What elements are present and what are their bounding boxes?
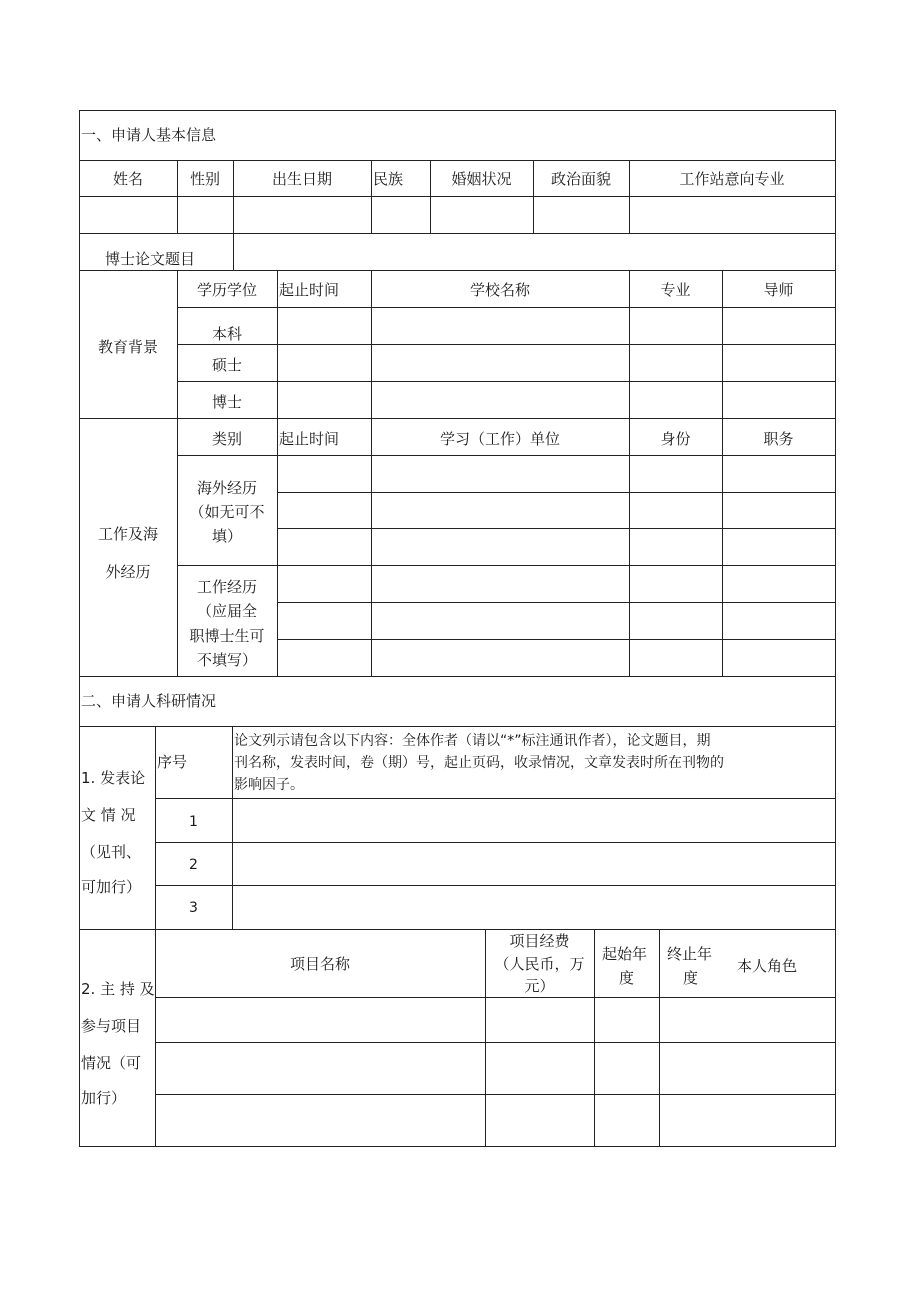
rule	[177, 565, 836, 566]
section-1-title: 一、申请人基本信息	[81, 126, 217, 144]
project-fund-header-line1: 项目经费	[509, 932, 570, 950]
paper-row-3-seq: 3	[189, 900, 198, 916]
papers-label-line1: 1. 发表论	[81, 769, 146, 787]
work-header-identity: 身份	[660, 430, 691, 448]
rule	[155, 885, 836, 886]
rule	[155, 798, 836, 799]
project-fund-header-line3: 元）	[524, 977, 555, 995]
work-label-line1: 工作及海	[97, 525, 158, 543]
header-marital-status: 婚姻状况	[451, 170, 512, 188]
rule	[277, 270, 278, 676]
project-role-header: 本人角色	[737, 957, 798, 975]
rule	[371, 160, 372, 233]
rule	[232, 726, 233, 929]
rule	[177, 344, 836, 345]
rule	[594, 929, 595, 1147]
rule	[79, 1146, 836, 1147]
overseas-line2: （如无可不	[189, 503, 265, 521]
rule	[79, 676, 836, 677]
project-end-header-line1: 终止年	[667, 945, 713, 963]
project-fund-header-line2: （人民币，万	[494, 955, 585, 973]
header-political-status: 政治面貌	[550, 170, 611, 188]
thesis-title-label: 博士论文题目	[105, 250, 196, 268]
overseas-line3: 填）	[211, 527, 242, 545]
header-name: 姓名	[112, 170, 143, 188]
papers-label-line2: 文 情 况	[81, 806, 136, 824]
work-header-period: 起止时间	[279, 430, 340, 448]
header-gender: 性别	[189, 170, 220, 188]
projects-label-line3: 情况（可	[81, 1054, 142, 1072]
rule	[79, 110, 80, 1147]
rule	[79, 110, 836, 111]
work-header-category: 类别	[211, 430, 242, 448]
project-end-header-line2: 度	[683, 969, 699, 987]
rule	[277, 492, 836, 493]
projects-label-line1: 2. 主 持 及	[81, 980, 155, 998]
edu-row-doctor: 博士	[211, 393, 242, 411]
rule	[155, 726, 156, 1147]
rule	[79, 160, 836, 161]
rule	[155, 997, 836, 998]
rule	[629, 270, 630, 676]
rule	[277, 528, 836, 529]
overseas-line1: 海外经历	[196, 479, 257, 497]
rule	[177, 381, 836, 382]
rule	[79, 233, 836, 234]
rule	[155, 1042, 836, 1043]
papers-instruction-line1: 论文列示请包含以下内容：全体作者（请以“*”标注通讯作者），论文题目，期	[234, 733, 711, 749]
project-name-header: 项目名称	[289, 955, 350, 973]
paper-row-2-seq: 2	[189, 857, 198, 873]
edu-header-period: 起止时间	[279, 281, 340, 299]
project-start-header-line2: 度	[619, 969, 635, 987]
work-header-unit: 学习（工作）单位	[439, 430, 560, 448]
papers-seq-header: 序号	[157, 753, 188, 771]
papers-label-line4: 可加行）	[81, 878, 142, 896]
rule	[79, 726, 836, 727]
edu-header-degree: 学历学位	[196, 281, 257, 299]
job-line4: 不填写）	[196, 651, 257, 669]
work-label-line2: 外经历	[105, 563, 151, 581]
projects-label-line2: 参与项目	[81, 1017, 142, 1035]
papers-instruction-line2: 刊名称，发表时间，卷（期）号，起止页码，收录情况，文章发表时所在刊物的	[234, 755, 724, 771]
rule	[79, 929, 836, 930]
edu-row-bachelor: 本科	[211, 325, 242, 343]
header-ethnicity: 民族	[373, 170, 404, 188]
edu-row-master: 硕士	[211, 356, 242, 374]
rule	[371, 270, 372, 676]
projects-label-line4: 加行）	[81, 1089, 127, 1107]
work-header-position: 职务	[763, 430, 794, 448]
rule	[177, 455, 836, 456]
edu-header-major: 专业	[660, 281, 691, 299]
rule	[835, 110, 836, 1147]
project-start-header-line1: 起始年	[602, 945, 648, 963]
header-intended-major: 工作站意向专业	[679, 170, 785, 188]
rule	[79, 196, 836, 197]
rule	[155, 1094, 836, 1095]
edu-header-school: 学校名称	[469, 281, 530, 299]
papers-instruction-line3: 影响因子。	[234, 777, 304, 793]
rule	[155, 842, 836, 843]
header-birthdate: 出生日期	[271, 170, 332, 188]
rule	[722, 270, 723, 676]
rule	[277, 602, 836, 603]
edu-header-advisor: 导师	[763, 281, 794, 299]
job-line2: （应届全	[196, 602, 257, 620]
rule	[277, 639, 836, 640]
papers-label-line3: （见刊、	[81, 843, 142, 861]
rule	[659, 929, 660, 1147]
education-label: 教育背景	[97, 338, 158, 356]
job-line1: 工作经历	[196, 578, 257, 596]
rule	[177, 307, 836, 308]
job-line3: 职博士生可	[189, 627, 265, 645]
paper-row-1-seq: 1	[189, 814, 198, 830]
section-2-title: 二、申请人科研情况	[81, 692, 217, 710]
